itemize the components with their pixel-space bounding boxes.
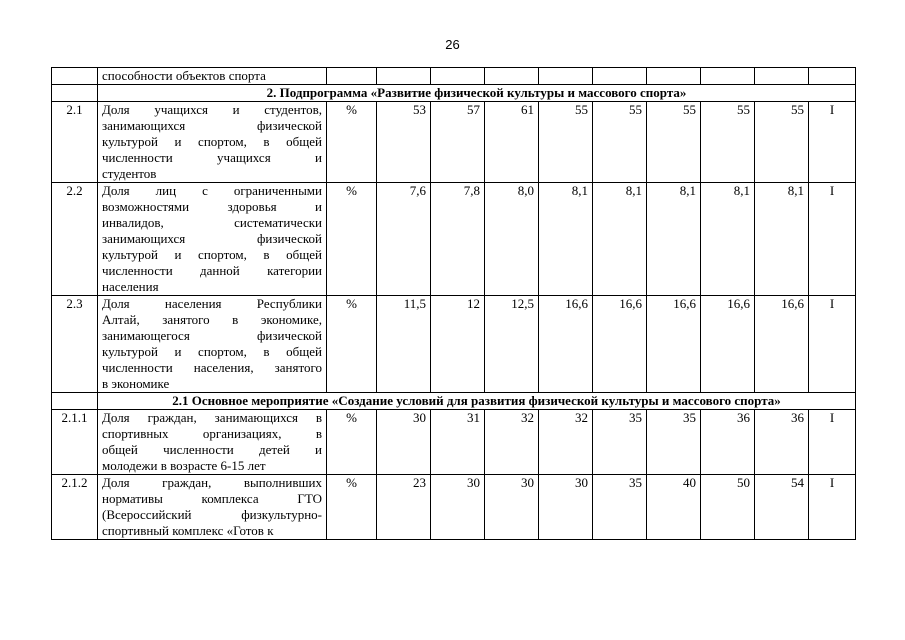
indicator-description: [98, 102, 327, 183]
value-cell: 8,1: [593, 183, 647, 296]
indicator-description: [98, 475, 327, 540]
empty-cell: [431, 68, 485, 85]
description-line: нормативы комплекса ГТО: [102, 491, 322, 506]
description-line: Алтай, занятого в экономике,: [102, 312, 322, 327]
value-cell: 11,5: [377, 296, 431, 393]
description-line: Доля населения Республики: [102, 296, 322, 311]
description-line: культурой и спортом, в общей: [102, 344, 322, 359]
value-cell: 16,6: [755, 296, 809, 393]
value-cell: 8,1: [647, 183, 701, 296]
indicator-description: [98, 410, 327, 475]
description-line: общей численности детей и: [102, 442, 322, 457]
description-line: способности объектов спорта: [102, 68, 266, 83]
value-cell: 57: [431, 102, 485, 183]
empty-cell: [377, 68, 431, 85]
empty-cell: [539, 68, 593, 85]
empty-cell: [809, 68, 856, 85]
indicator-description: [98, 296, 327, 393]
value-cell: 35: [593, 410, 647, 475]
unit-cell: %: [327, 102, 377, 183]
description-line: занимающихся физической: [102, 231, 322, 246]
value-cell: 8,1: [755, 183, 809, 296]
mark-cell: I: [809, 296, 856, 393]
description-line: инвалидов, систематически: [102, 215, 322, 230]
row-number: 2.1.1: [52, 410, 98, 475]
empty-cell: [52, 393, 98, 410]
page-number: 26: [445, 37, 460, 52]
value-cell: 12,5: [485, 296, 539, 393]
description-line: численности данной категории: [102, 263, 322, 278]
value-cell: 35: [647, 410, 701, 475]
value-cell: 7,6: [377, 183, 431, 296]
empty-cell: [52, 85, 98, 102]
empty-cell: [593, 68, 647, 85]
value-cell: 30: [377, 410, 431, 475]
value-cell: 16,6: [701, 296, 755, 393]
description-line: культурой и спортом, в общей: [102, 247, 322, 262]
value-cell: 12: [431, 296, 485, 393]
description-line: занимающегося физической: [102, 328, 322, 343]
section-title: 2.1 Основное мероприятие «Создание условий для развития физической культуры и массового спорта»: [98, 393, 856, 410]
value-cell: 8,0: [485, 183, 539, 296]
value-cell: 7,8: [431, 183, 485, 296]
table-row-carryover: [52, 68, 856, 85]
table-row: [52, 296, 856, 393]
description-line: (Всероссийский физкультурно-: [102, 507, 322, 522]
section-header-row: [52, 85, 856, 102]
empty-cell: [701, 68, 755, 85]
description-line: возможностями здоровья и: [102, 199, 322, 214]
table-row: [52, 475, 856, 540]
empty-cell: [485, 68, 539, 85]
indicator-description: [98, 68, 327, 85]
description-line: спортивный комплекс «Готов к: [102, 523, 274, 538]
mark-cell: I: [809, 102, 856, 183]
description-line: занимающихся физической: [102, 118, 322, 133]
table-row: [52, 183, 856, 296]
empty-cell: [327, 68, 377, 85]
unit-cell: %: [327, 475, 377, 540]
empty-cell: [755, 68, 809, 85]
row-number: 2.2: [52, 183, 98, 296]
empty-cell: [647, 68, 701, 85]
description-line: студентов: [102, 166, 157, 181]
table-row: [52, 102, 856, 183]
value-cell: 54: [755, 475, 809, 540]
description-line: культурой и спортом, в общей: [102, 134, 322, 149]
description-line: в экономике: [102, 376, 170, 391]
table-row: [52, 410, 856, 475]
row-number: 2.3: [52, 296, 98, 393]
description-line: Доля лиц с ограниченными: [102, 183, 322, 198]
row-number: 2.1.2: [52, 475, 98, 540]
description-line: Доля учащихся и студентов,: [102, 102, 322, 117]
indicators-table: [51, 67, 856, 540]
description-line: численности учащихся и: [102, 150, 322, 165]
description-line: спортивных организациях, в: [102, 426, 322, 441]
value-cell: 50: [701, 475, 755, 540]
section-title: 2. Подпрограмма «Развитие физической культуры и массового спорта»: [98, 85, 856, 102]
value-cell: 40: [647, 475, 701, 540]
value-cell: 55: [701, 102, 755, 183]
value-cell: 36: [701, 410, 755, 475]
unit-cell: %: [327, 296, 377, 393]
description-line: молодежи в возрасте 6-15 лет: [102, 458, 266, 473]
value-cell: 30: [431, 475, 485, 540]
value-cell: 53: [377, 102, 431, 183]
value-cell: 61: [485, 102, 539, 183]
mark-cell: I: [809, 410, 856, 475]
value-cell: 16,6: [647, 296, 701, 393]
value-cell: 32: [485, 410, 539, 475]
value-cell: 23: [377, 475, 431, 540]
value-cell: 16,6: [539, 296, 593, 393]
value-cell: 36: [755, 410, 809, 475]
mark-cell: I: [809, 183, 856, 296]
value-cell: 35: [593, 475, 647, 540]
description-line: численности населения, занятого: [102, 360, 322, 375]
unit-cell: %: [327, 183, 377, 296]
indicator-description: [98, 183, 327, 296]
value-cell: 30: [485, 475, 539, 540]
value-cell: 8,1: [539, 183, 593, 296]
description-line: Доля граждан, занимающихся в: [102, 410, 322, 425]
value-cell: 8,1: [701, 183, 755, 296]
mark-cell: I: [809, 475, 856, 540]
value-cell: 30: [539, 475, 593, 540]
unit-cell: %: [327, 410, 377, 475]
value-cell: 55: [647, 102, 701, 183]
value-cell: 16,6: [593, 296, 647, 393]
description-line: Доля граждан, выполнивших: [102, 475, 322, 490]
value-cell: 31: [431, 410, 485, 475]
description-line: населения: [102, 279, 159, 294]
value-cell: 55: [755, 102, 809, 183]
row-number: 2.1: [52, 102, 98, 183]
section-header-row: [52, 393, 856, 410]
value-cell: 32: [539, 410, 593, 475]
value-cell: 55: [593, 102, 647, 183]
row-number: [52, 68, 98, 85]
value-cell: 55: [539, 102, 593, 183]
